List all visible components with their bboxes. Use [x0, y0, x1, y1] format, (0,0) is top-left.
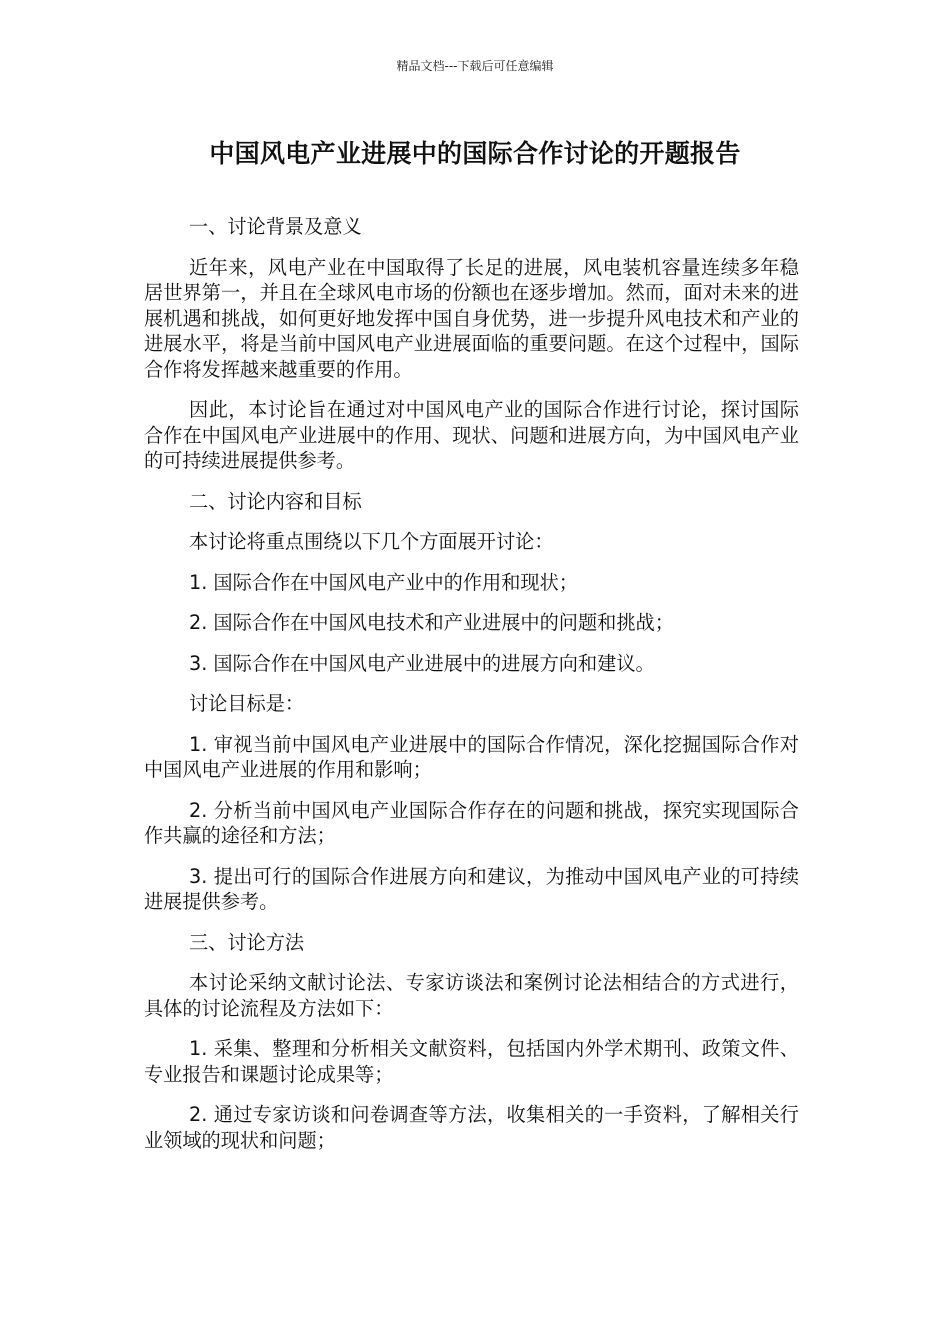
- content-list-item-1: 1. 国际合作在中国风电产业中的作用和现状；: [189, 570, 578, 594]
- document-title: 中国风电产业进展中的国际合作讨论的开题报告: [209, 139, 741, 168]
- section-heading-content-goals: 二、讨论内容和目标: [189, 489, 362, 513]
- section-heading-background: 一、讨论背景及意义: [189, 215, 362, 238]
- header-note: 精品文档---下载后可任意编辑: [396, 59, 554, 73]
- paragraph-background-2: 因此，本讨论旨在通过对中国风电产业的国际合作进行讨论，探讨国际合作在中国风电产业进展中的作用、现状、问题和进展方向，为中国风电产业的可持续进展提供参考。: [144, 398, 799, 472]
- paragraph-methods-intro: 本讨论采纳文献讨论法、专家访谈法和案例讨论法相结合的方式进行，具体的讨论流程及方法如下：: [144, 971, 799, 1020]
- content-list-item-2: 2. 国际合作在中国风电技术和产业进展中的问题和挑战；: [189, 611, 674, 634]
- document-body: [144, 214, 799, 1168]
- goals-list-item-1: 1. 审视当前中国风电产业进展中的国际合作情况，深化挖掘国际合作对中国风电产业进展的作用和影响；: [144, 732, 799, 781]
- methods-list-item-1: 1. 采集、整理和分析相关文献资料，包括国内外学术期刊、政策文件、专业报告和课题讨论成果等；: [144, 1037, 799, 1086]
- paragraph-content-intro: 本讨论将重点围绕以下几个方面展开讨论：: [189, 530, 554, 553]
- goals-list-item-3: 3. 提出可行的国际合作进展方向和建议，为推动中国风电产业的可持续进展提供参考。: [144, 864, 799, 913]
- goals-intro: 讨论目标是：: [189, 692, 305, 715]
- paragraph-background-1: 近年来，风电产业在中国取得了长足的进展，风电装机容量连续多年稳居世界第一，并且在全球风电市场的份额也在逐步增加。然而，面对未来的进展机遇和挑战，如何更好地发挥中国自身优势，进一步提升风电技术和产业的进展水平，将是当前中国风电产业进展面临的重要问题。在这个过程中，国际合作将发挥越来越重要的作用。: [144, 255, 799, 381]
- content-list-item-3: 3. 国际合作在中国风电产业进展中的进展方向和建议。: [189, 651, 655, 675]
- goals-list-item-2: 2. 分析当前中国风电产业国际合作存在的问题和挑战，探究实现国际合作共赢的途径和方法；: [144, 798, 799, 847]
- methods-list-item-2: 2. 通过专家访谈和问卷调查等方法，收集相关的一手资料，了解相关行业领域的现状和问题；: [144, 1103, 799, 1152]
- section-heading-methods: 三、讨论方法: [189, 930, 305, 954]
